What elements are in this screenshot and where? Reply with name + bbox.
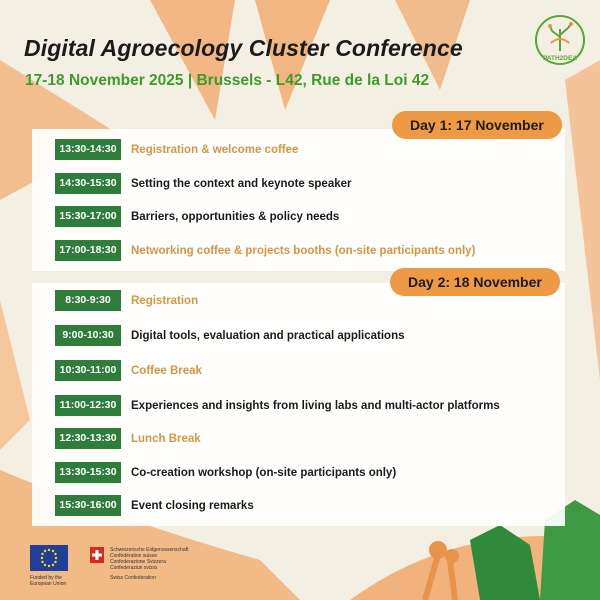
page-title: Digital Agroecology Cluster Conference (24, 35, 463, 61)
swiss-name-line: Confédération suisse (110, 553, 157, 559)
swiss-flag-icon (90, 547, 104, 563)
plant-circuit-logo-icon (533, 13, 587, 67)
session-time: 9:00-10:30 (55, 325, 121, 346)
session-title: Registration (131, 294, 199, 307)
session-title: Setting the context and keynote speaker (131, 177, 352, 190)
session-title: Digital tools, evaluation and practical applications (131, 329, 405, 342)
swiss-name-line: Confederazione Svizzera (110, 559, 166, 565)
day1-label: Day 1: 17 November (392, 111, 562, 139)
orange-flower (445, 549, 459, 563)
day2-session-row (55, 428, 201, 449)
session-time: 10:30-11:00 (55, 360, 121, 381)
swiss-name-line: Confederaziun svizra (110, 565, 157, 571)
session-time: 14:30-15:30 (55, 173, 121, 194)
orange-flower (429, 541, 447, 559)
day2-session-row (55, 462, 396, 483)
green-plant-shape (470, 525, 540, 600)
session-time: 13:30-14:30 (55, 139, 121, 160)
session-title: Networking coffee & projects booths (on-site participants only) (131, 244, 476, 257)
session-time: 13:30-15:30 (55, 462, 121, 483)
day1-session-row (55, 206, 339, 227)
day1-session-row (55, 139, 298, 160)
session-time: 15:30-16:00 (55, 495, 121, 516)
session-title: Co-creation workshop (on-site participants only) (131, 466, 397, 479)
orange-leaf-shape (565, 60, 600, 380)
eu-funding-caption: Funded by the European Union (30, 575, 67, 587)
eu-flag-icon (30, 545, 68, 571)
orange-leaf-shape (0, 300, 30, 450)
session-time: 17:00-18:30 (55, 240, 121, 261)
session-title: Experiences and insights from living labs and multi-actor platforms (131, 399, 500, 412)
session-title: Registration & welcome coffee (131, 143, 299, 156)
session-title: Event closing remarks (131, 499, 254, 512)
session-time: 11:00-12:30 (55, 395, 121, 416)
day2-session-row (55, 495, 254, 516)
swiss-confederation-names (110, 547, 220, 571)
session-time: 12:30-13:30 (55, 428, 121, 449)
session-title: Barriers, opportunities & policy needs (131, 210, 340, 223)
session-title: Lunch Break (131, 432, 201, 445)
swiss-name-line: Schweizerische Eidgenossenschaft (110, 547, 189, 553)
session-title: Coffee Break (131, 364, 202, 377)
day2-label: Day 2: 18 November (390, 268, 560, 296)
swiss-caption: Swiss Confederation (110, 575, 156, 581)
event-date-location: 17-18 November 2025 | Brussels - L42, Rue de la Loi 42 (25, 72, 430, 89)
session-time: 15:30-17:00 (55, 206, 121, 227)
day1-session-row (55, 240, 475, 261)
day2-session-row (55, 395, 500, 416)
logo-text: PATH2DEA (542, 55, 578, 62)
session-time: 8:30-9:30 (55, 290, 121, 311)
day2-session-row (55, 290, 198, 311)
day1-session-row (55, 173, 351, 194)
day2-session-row (55, 325, 405, 346)
day2-session-row (55, 360, 202, 381)
